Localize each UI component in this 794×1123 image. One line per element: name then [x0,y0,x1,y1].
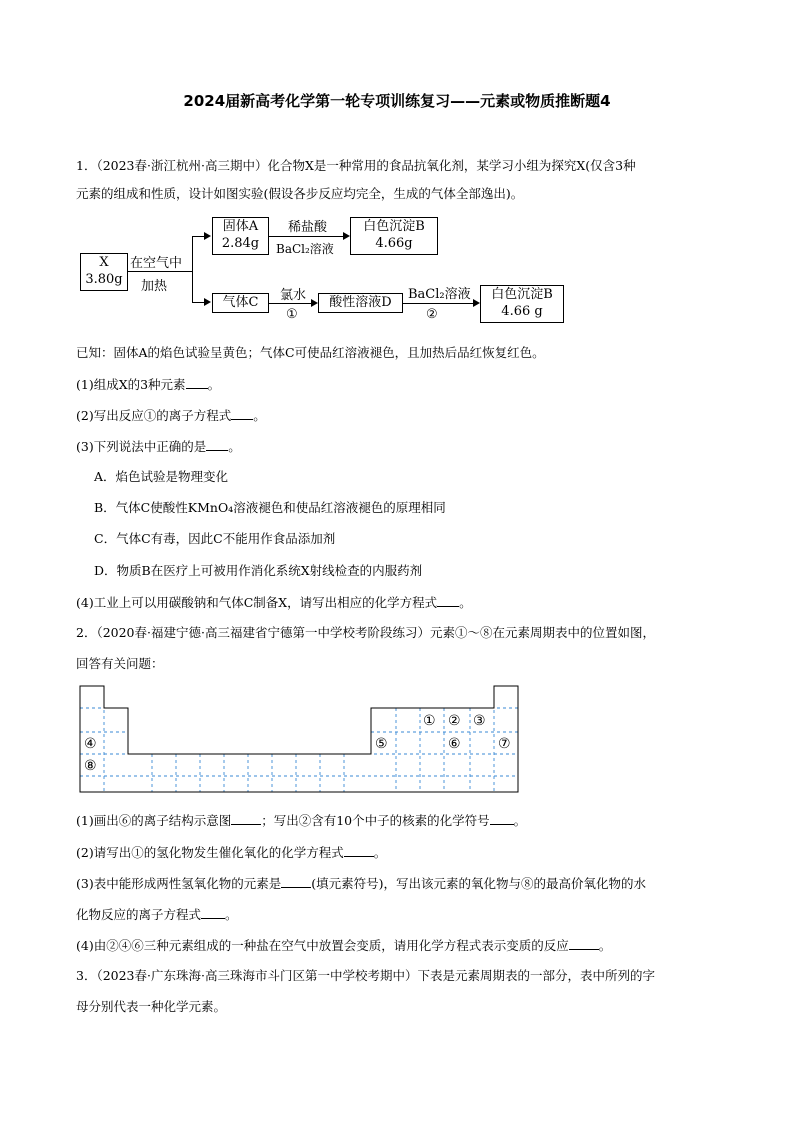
q1-intro-line2: 元素的组成和性质，设计如图实验(假设各步反应均完全，生成的气体全部逸出)。 [76,186,524,201]
q1-option-a: A．焰色试验是物理变化 [94,469,229,484]
arrow-chlorine [269,303,313,304]
q1-sub2: (2)写出反应①的离子方程式 。 [76,408,266,423]
solid-a-mass: 2.84g [221,236,260,251]
q2-sub4: (4)由②④⑥三种元素组成的一种盐在空气中放置会变质，请用化学方程式表示变质的反应 。 [76,938,612,953]
precip-b1-label: 白色沉淀B [363,219,425,234]
precip-b2-label: 白色沉淀B [491,287,553,302]
answer-blank[interactable] [231,407,253,420]
q2-sub2: (2)请写出①的氢化物发生催化氧化的化学方程式 。 [76,845,387,860]
element-8-label: ⑧ [84,758,97,774]
q2-sub3-line2: 化物反应的离子方程式 。 [76,907,238,922]
element-6-label: ⑥ [448,736,461,752]
element-7-label: ⑦ [498,736,511,752]
q1-known: 已知：固体A的焰色试验呈黄色；气体C可使品红溶液褪色，且加热后品红恢复红色。 [76,345,545,360]
page-title: 2024届新高考化学第一轮专项训练复习——元素或物质推断题4 [183,92,611,110]
answer-blank[interactable] [437,594,459,607]
element-3-label: ③ [473,713,486,729]
arrow-acid [269,236,345,237]
answer-blank[interactable] [344,844,374,857]
periodic-table-diagram [78,684,520,794]
arrowhead-icon [473,299,480,307]
box-acid-d [318,293,403,313]
acid-d-label: 酸性溶液D [329,295,392,310]
arrow-bacl2 [403,303,475,304]
q1-sub4: (4)工业上可以用碳酸钠和气体C制备X，请写出相应的化学方程式 。 [76,595,472,610]
answer-blank[interactable] [206,438,228,451]
answer-blank[interactable] [201,906,225,919]
q2-intro-line2: 回答有关问题： [76,656,164,671]
box-x-mass: 3.80g [85,272,123,287]
answer-blank[interactable] [281,875,311,888]
q2-sub1: (1)画出⑥的离子结构示意图 ；写出②含有10个中子的核素的化学符号 。 [76,813,527,828]
element-1-label: ① [423,713,436,729]
branch-line [192,236,193,302]
arrowhead-icon [311,299,318,307]
q2-sub3-line1: (3)表中能形成两性氢氧化物的元素是 (填元素符号)，写出该元素的氧化物与⑧的最高价氧化物的水 [76,876,646,891]
precip-b2-mass: 4.66 g [501,304,543,319]
box-x [80,253,128,291]
q1-sub3: (3)下列说法中正确的是 。 [76,439,241,454]
element-2-label: ② [448,713,461,729]
step1-label: ① [286,307,298,322]
element-5-label: ⑤ [375,736,388,752]
heat-label-top: 在空气中 [130,256,183,271]
heat-label-bottom: 加热 [141,279,168,294]
box-x-label: X [99,255,109,270]
gas-c-label: 气体C [222,295,259,310]
answer-blank[interactable] [490,812,514,825]
connector-line [128,271,192,272]
precip-b1-mass: 4.66g [375,236,413,251]
q1-option-c: C．气体C有毒，因此C不能用作食品添加剂 [94,531,336,546]
q2-intro-line1: 2．（2020春·福建宁德·高三福建省宁德第一中学校考阶段练习）元素①～⑧在元素周期表中的位置如图， [76,625,655,640]
q1-option-d: D．物质B在医疗上可被用作消化系统X射线检查的内服药剂 [94,563,423,578]
element-4-label: ④ [84,736,97,752]
q3-intro-line2: 母分别代表一种化学元素。 [76,999,227,1014]
q3-intro-line1: 3．（2023春·广东珠海·高三珠海市斗门区第一中学校考期中）下表是元素周期表的一部分，表中所列的字 [76,968,655,983]
arrowhead-icon [204,232,211,240]
box-precip-b1 [350,217,438,255]
q1-option-b: B．气体C使酸性KMnO₄溶液褪色和使品红溶液褪色的原理相同 [94,500,446,515]
box-solid-a [212,217,269,255]
answer-blank[interactable] [231,812,261,825]
q1-intro-line1: 1．（2023春·浙江杭州·高三期中）化合物X是一种常用的食品抗氧化剂，某学习小组为探究X(仅含3种 [76,158,636,173]
step2-label: ② [426,307,438,322]
box-gas-c [212,293,269,313]
arrowhead-icon [343,232,350,240]
answer-blank[interactable] [569,937,599,950]
answer-blank[interactable] [186,376,208,389]
box-precip-b2 [480,285,564,323]
acid-label: 稀盐酸 [288,220,328,235]
q1-sub1: (1)组成X的3种元素 。 [76,377,221,392]
bacl2-label-1: BaCl₂溶液 [276,242,334,256]
bacl2-label-2: BaCl₂溶液 [408,287,471,302]
chlorine-label: 氯水 [280,288,307,303]
arrowhead-icon [204,298,211,306]
solid-a-label: 固体A [222,219,259,234]
